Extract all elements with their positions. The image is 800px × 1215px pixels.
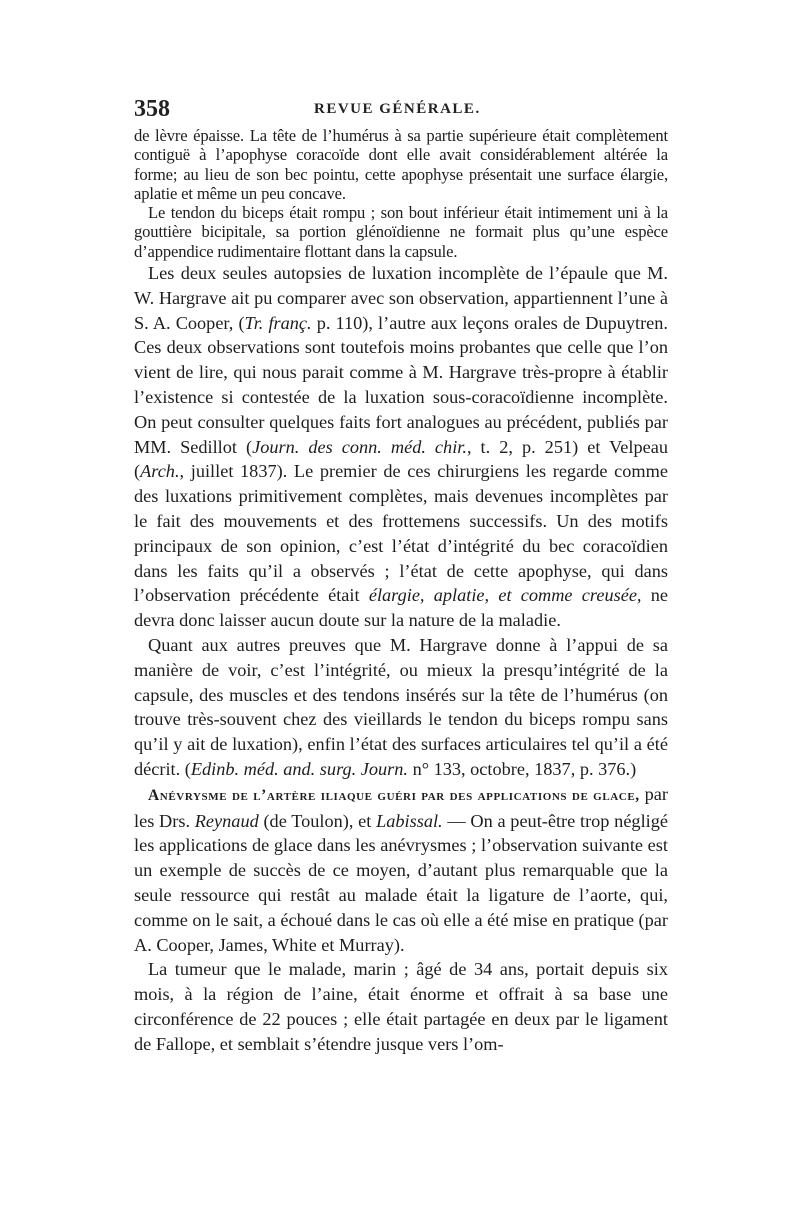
paragraph-autopsies: Les deux seules autopsies de luxation incomplète de l’épaule que M. W. Hargrave ait pu comparer avec son observation, appartiennent l’une à S. A. Cooper, (Tr. franç. p. 110), l’autre aux leçons orales de Dupuytren. Ces deux observations sont toutefois moins probantes que celle que l’on vient de lire, qui nous parait comme à M. Hargrave très-propre à établir l’existence si contestée de la luxation sous-coracoïdienne incomplète. On peut consulter quelques faits fort analogues au précédent, publiés par MM. Sedillot (Journ. des conn. méd. chir., t. 2, p. 251) et Velpeau (Arch., juillet 1837). Le premier de ces chirurgiens les regarde comme des luxations primitivement complètes, mais devenues incomplètes par le fait des mouvements et des frottemens successifs. Un des motifs principaux de son opinion, c’est l’état d’intégrité du bec coracoïdien dans les faits qu’il a observés ; l’état de cette apophyse, qui dans l’observation précédente était élargie, aplatie, et comme creusée, ne devra donc laisser aucun doute sur la nature de la maladie. <box>134 263 669 631</box>
running-head: REVUE GÉNÉRALE. <box>314 101 481 117</box>
citation-italic: Arch. <box>140 461 180 482</box>
author-italic: Reynaud <box>194 810 259 831</box>
citation-italic: Tr. franç. <box>244 312 312 333</box>
emphasis-italic: élargie, aplatie, et comme creusée, <box>368 585 642 606</box>
paragraph-tumour: La tumeur que le malade, marin ; âgé de 34 ans, portait depuis six mois, à la région de l’aine, était énorme et offrait à sa base une circonférence de 22 pouces ; elle était partagée en deux par le ligament de Fallope, et semblait s’étendre jusque vers l’om- <box>134 959 668 1054</box>
body-text <box>134 126 668 1057</box>
citation-italic: Journ. des conn. méd. chir. <box>252 436 467 457</box>
paragraph-capsule-description: de lèvre épaisse. La tête de l’humérus à sa partie supérieure était complètement contiguë à l’apophyse coracoïde dont elle avait considérablement altérée la forme; au lieu de son bec pointu, cette apophyse présentait une surface élargie, aplatie et même un peu concave. <box>134 126 668 203</box>
page-header <box>134 96 668 120</box>
paragraph-biceps-tendon: Le tendon du biceps était rompu ; son bout inférieur était intimement uni à la gouttière bicipitale, sa portion glénoïdienne ne formait plus qu’une espèce d’appendice rudimentaire flottant dans la capsule. <box>134 203 668 261</box>
page-number: 358 <box>134 96 170 122</box>
citation-italic: Edinb. méd. and. surg. Journ. <box>190 759 409 780</box>
author-italic: Labissal. <box>376 810 443 831</box>
paragraph-proofs: Quant aux autres preuves que M. Hargrave donne à l’appui de sa manière de voir, c’est l’intégrité, ou mieux la presqu’intégrité de la capsule, des muscles et des tendons insérés sur la tête de l’humérus (on trouve très-souvent chez des vieillards le tendon du biceps rompu sans qu’il y ait de luxation), enfin l’état des surfaces articulaires tel qu’il a été décrit. (Edinb. méd. and. surg. Journ. n° 133, octobre, 1837, p. 376.) <box>134 635 668 780</box>
paragraph-aneurysm-heading: Anévrysme de l’artère iliaque guéri par des applications de glace, par les Drs. Reynaud (de Toulon), et Labissal. — On a peut-être trop négligé les applications de glace dans les anévrysmes ; l’observation suivante est un exemple de succès de ce moyen, d’autant plus remarquable que la seule ressource qui restât au malade était la ligature de l’aorte, qui, comme on le sait, a échoué dans le cas où elle a été mise en pratique (par A. Cooper, James, White et Murray). <box>134 783 668 955</box>
section-title-smallcaps: Anévrysme de l’artère iliaque guéri par des applications de glace, <box>148 786 640 804</box>
